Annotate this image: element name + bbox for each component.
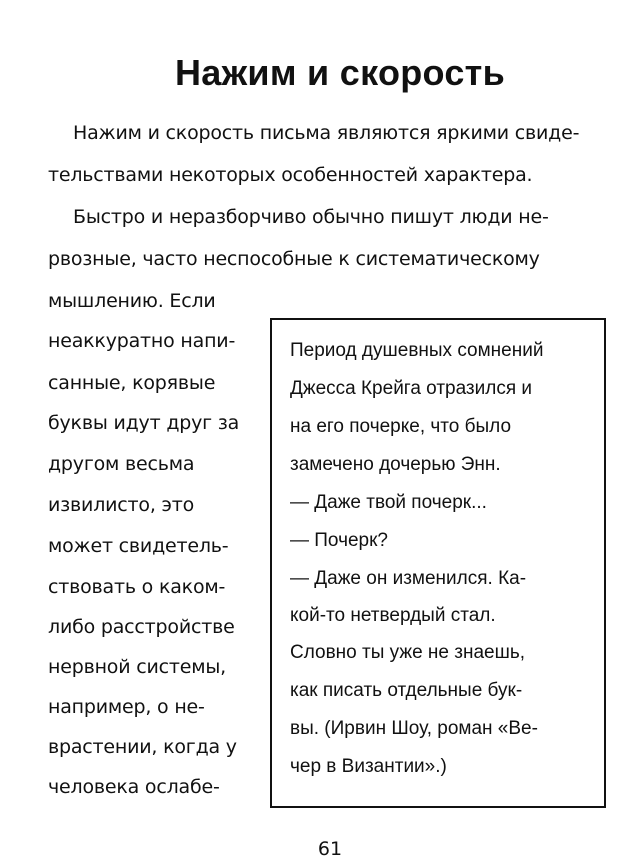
quote-line: — Даже он изменился. Ка- (290, 568, 527, 589)
body-line: врастении, когда у (48, 736, 237, 758)
body-line: извилисто, это (48, 494, 195, 516)
body-line: санные, корявые (48, 372, 216, 394)
quote-line: — Почерк? (290, 530, 388, 551)
body-line: может свидетель- (48, 535, 229, 557)
quote-line: — Даже твой почерк... (290, 492, 487, 513)
quote-line: на его почерке, что было (290, 416, 512, 437)
page-number: 61 (317, 838, 343, 860)
quote-line: как писать отдельные бук- (290, 680, 523, 701)
body-line: ствовать о каком- (48, 576, 226, 598)
body-line: буквы идут друг за (48, 412, 240, 434)
quote-box (270, 318, 606, 808)
quote-line: Период душевных сомнений (290, 340, 544, 361)
body-line: например, о не- (48, 696, 205, 718)
body-line: другом весьма (48, 453, 195, 475)
body-line: Нажим и скорость письма являются яркими свиде- (73, 122, 580, 144)
quote-line: Джесса Крейга отразился и (290, 378, 533, 399)
quote-line: Словно ты уже не знаешь, (290, 642, 526, 663)
page-title: Нажим и скорость (174, 52, 506, 93)
body-line: мышлению. Если (48, 290, 216, 312)
quote-line: замечено дочерью Энн. (290, 454, 501, 475)
body-line: человека ослабе- (48, 776, 220, 798)
body-line: тельствами некоторых особенностей характера. (48, 164, 533, 186)
quote-line: вы. (Ирвин Шоу, роман «Ве- (290, 718, 538, 739)
quote-line: кой-то нетвердый стал. (290, 605, 496, 626)
quote-line: чер в Византии».) (290, 756, 447, 777)
body-line: Быстро и неразборчиво обычно пишут люди не- (73, 206, 549, 228)
body-line: нервной системы, (48, 656, 226, 678)
body-line: либо расстройстве (48, 616, 235, 638)
body-line: рвозные, часто неспособные к систематическому (48, 248, 540, 270)
body-line: неаккуратно напи- (48, 330, 236, 352)
